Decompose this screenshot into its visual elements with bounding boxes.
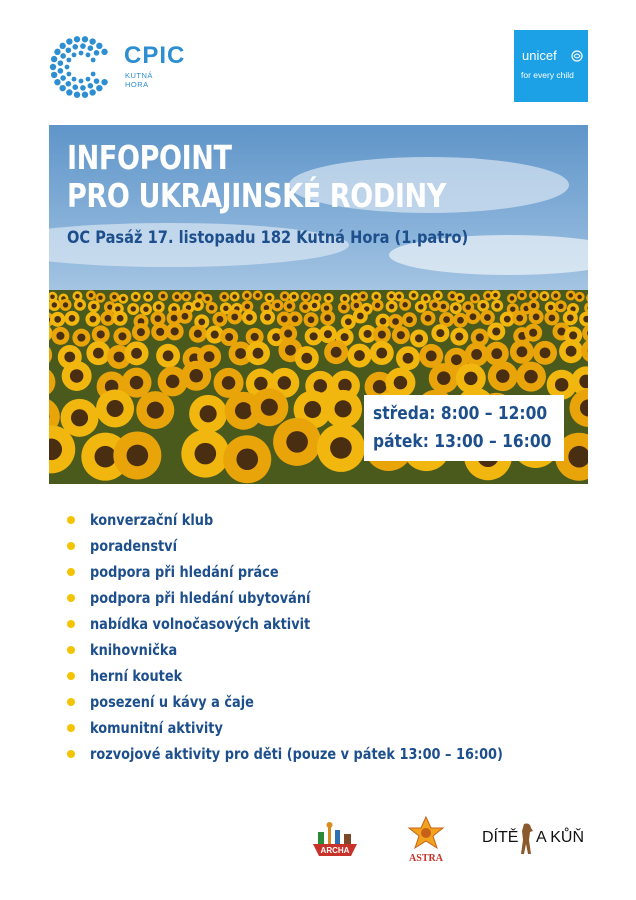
logo-dot [89, 38, 95, 44]
sunflower-center [118, 332, 126, 340]
sunflower-center [450, 294, 455, 299]
sunflower-center [343, 296, 348, 301]
sunflower-center [217, 316, 224, 323]
list-item [66, 639, 570, 665]
sunflower-center [486, 293, 491, 298]
sunflower-center [504, 316, 511, 323]
sunflower-center [286, 431, 308, 453]
sunflower-center [437, 371, 451, 385]
logo-dot [88, 83, 94, 89]
list-item-label: rozvojové aktivity pro děti (pouze v pátek 13:00 – 16:00) [90, 745, 503, 763]
bullet-icon [67, 672, 75, 680]
sunflower-center [121, 297, 126, 302]
logo-dot [66, 72, 71, 77]
sunflower-center [471, 349, 482, 360]
sunflower-center [137, 328, 145, 336]
logo-dot [58, 60, 64, 66]
sunflower-center [425, 315, 432, 322]
bullet-icon [67, 516, 75, 524]
sunflower-center [171, 327, 179, 335]
list-item [66, 665, 570, 691]
sunflower-center [531, 303, 536, 308]
logo-dot [96, 85, 102, 91]
sunflower-center [195, 443, 217, 465]
sunflower-center [275, 303, 280, 308]
list-item [66, 613, 570, 639]
archa-logo [310, 818, 360, 862]
logo-dot [66, 58, 71, 63]
sunflower-center [361, 294, 366, 299]
sunflower-center [264, 314, 271, 321]
sunflower-center [415, 334, 423, 342]
sunflower-center [255, 293, 260, 298]
sunflower-center [130, 376, 144, 390]
logo-dot [80, 85, 86, 91]
sunflower-center [418, 304, 423, 309]
archa-text: ARCHA [320, 846, 350, 855]
sunflower-center [95, 446, 117, 468]
bullet-icon [67, 594, 75, 602]
list-item [66, 535, 570, 561]
sunflower-center [232, 294, 237, 299]
sunflower-center [70, 369, 84, 383]
sunflower-center [264, 305, 269, 310]
sunflower-center [292, 295, 297, 300]
logo-dot [72, 44, 78, 50]
logo-dot [66, 81, 72, 87]
sunflower-center [426, 351, 437, 362]
sunflower-center [436, 293, 441, 298]
sunflower-center [281, 316, 288, 323]
logo-dot [60, 75, 66, 81]
sunflower-center [155, 315, 162, 322]
list-item [66, 509, 570, 535]
sunflower-center [492, 327, 500, 335]
sunflower-center [114, 352, 125, 363]
logo-dot [96, 43, 102, 49]
dite-a-kun-logo [482, 822, 592, 856]
sunflower-center [205, 296, 210, 301]
sunflower-center [554, 293, 559, 298]
logo-dot [59, 43, 65, 49]
sunflower-center [272, 333, 280, 341]
sunflower-center [235, 402, 252, 419]
sunflower-center [204, 351, 215, 362]
sunflower-center [493, 293, 498, 298]
hours-friday: pátek: 13:00 – 16:00 [373, 431, 552, 452]
sunflower-center [69, 315, 76, 322]
logo-dot [59, 85, 65, 91]
sunflower-center [50, 295, 55, 300]
sunflower-center [75, 294, 80, 299]
sunflower-center [292, 316, 299, 323]
sunflower-center [133, 295, 138, 300]
sunflower-center [222, 295, 227, 300]
sunflower-center [303, 304, 308, 309]
logo-dot [82, 36, 88, 42]
sunflower-center [364, 330, 372, 338]
logo-dot [101, 79, 107, 85]
logo-dot [66, 89, 72, 95]
logo-dot [89, 89, 95, 95]
list-item-label: knihovnička [90, 641, 178, 659]
sunflower-center [510, 306, 515, 311]
astra-text: ASTRA [409, 853, 443, 864]
logo-dot [65, 65, 70, 70]
sunflower-center [303, 295, 308, 300]
sunflower-center [105, 315, 112, 322]
list-item-label: nabídka volnočasových aktivit [90, 615, 311, 633]
sunflower-center [567, 314, 574, 321]
hero-address: OC Pasáž 17. listopadu 182 Kutná Hora (1.patro) [67, 228, 469, 248]
dite-a-kun-word1: DÍTĚ [482, 829, 519, 846]
list-item [66, 587, 570, 613]
list-item [66, 743, 570, 769]
sunflower-center [131, 306, 136, 311]
sunflower-center [330, 437, 352, 459]
sunflower-center [301, 353, 312, 364]
sunflower-center [476, 333, 484, 341]
sunflower-center [403, 353, 414, 364]
sunflower-center [312, 303, 317, 308]
sunflower-center [253, 348, 264, 359]
sunflower-center [529, 329, 537, 337]
sunflower-center [494, 303, 499, 308]
sunflower-center [236, 448, 258, 470]
sunflower-center [394, 376, 408, 390]
hero-banner [49, 125, 588, 484]
sunflower-center [194, 330, 202, 338]
cpic-subtitle [125, 71, 153, 89]
logo-dot [60, 53, 66, 59]
astra-logo [404, 815, 448, 865]
logo-dot [72, 84, 78, 90]
sunflower-center [261, 399, 278, 416]
logo-dot [58, 68, 64, 74]
logo-dot [86, 77, 91, 82]
sunflower-center [90, 316, 97, 323]
sunflower-center [470, 313, 477, 320]
sunflower-center [577, 295, 582, 300]
sunflower-center [223, 306, 228, 311]
unicef-name: unicef [522, 48, 557, 63]
sunflower-center [568, 293, 573, 298]
sunflower-center [533, 314, 540, 321]
list-item-label: posezení u kávy a čaje [90, 693, 254, 711]
sunflower-center [331, 347, 342, 358]
sunflower-center [285, 345, 296, 356]
opening-hours-box [364, 395, 564, 461]
logo-dot [88, 45, 94, 51]
sunflower-center [200, 405, 217, 422]
sunflower-center [423, 296, 428, 301]
sunflower-center [517, 346, 528, 357]
sunflower-center [524, 370, 538, 384]
sunflower-center [465, 304, 470, 309]
sunflower-center [324, 314, 331, 321]
sunflower-center [326, 296, 331, 301]
sunflower-center [89, 293, 94, 298]
cpic-subtitle-line1: KUTNÁ [125, 71, 153, 80]
bullet-icon [67, 542, 75, 550]
logo-dot [74, 36, 80, 42]
sunflower-center [175, 295, 180, 300]
sunflower-center [107, 304, 112, 309]
sunflower-center [304, 401, 321, 418]
sunflower-center [97, 330, 105, 338]
sunflower-center [222, 376, 236, 390]
logo-dot [66, 38, 72, 44]
bullet-icon [67, 750, 75, 758]
sunflower-center [245, 304, 250, 309]
logo-dot [66, 47, 72, 53]
sunflower-center [308, 316, 315, 323]
sunflower-center [225, 333, 233, 341]
dotted-circle-icon [48, 34, 114, 100]
logo-dot [94, 78, 100, 84]
sunflower-center [516, 315, 523, 322]
sunflower-center [510, 296, 515, 301]
sunflower-center [473, 296, 478, 301]
hero-title [67, 139, 446, 215]
sunflower-center [284, 330, 292, 338]
bullet-icon [67, 568, 75, 576]
sunflower-center [451, 354, 462, 365]
sunflower-center [397, 331, 405, 339]
sunflower-center [542, 294, 547, 299]
sunflower-center [278, 376, 292, 390]
logo-dot [51, 72, 57, 78]
list-item-label: podpora při hledání ubytování [90, 589, 311, 607]
sunflower-center [496, 369, 510, 383]
sunflower-center [156, 304, 161, 309]
logo-dot [94, 50, 100, 56]
sunflower-center [93, 348, 104, 359]
sunflower-center [63, 302, 68, 307]
logo-dot [101, 49, 107, 55]
cpic-subtitle-line2: HORA [125, 80, 149, 89]
sunflower-center [156, 328, 164, 336]
sunflower-center [267, 295, 272, 300]
sunflower-center [392, 318, 399, 325]
sunflower-center [555, 378, 569, 392]
sunflower-center [195, 302, 200, 307]
sunflower-center [161, 294, 166, 299]
sunflower-center [209, 305, 214, 310]
sunflower-center [117, 315, 124, 322]
sunflower-center [166, 375, 180, 389]
sunflower-center [211, 331, 219, 339]
sunflower-center [197, 294, 202, 299]
list-item-label: poradenství [90, 537, 178, 555]
sunflower-center [71, 409, 88, 426]
sunflower-center [131, 348, 142, 359]
bullet-icon [67, 724, 75, 732]
logo-dot [82, 92, 88, 98]
sunflower-center [54, 316, 61, 323]
sunflower-center [287, 303, 292, 308]
sunflower-center [77, 334, 85, 342]
sunflower-center [64, 352, 75, 363]
sunflower-center [558, 304, 563, 309]
sunflower-center [246, 314, 253, 321]
sunflower-center [389, 304, 394, 309]
bullet-icon [67, 620, 75, 628]
sunflower-center [245, 293, 250, 298]
logo-dot [51, 56, 57, 62]
sunflower-center [143, 307, 148, 312]
sunflower-center [282, 294, 287, 299]
list-item-label: herní koutek [90, 667, 183, 685]
sunflower-center [171, 315, 178, 322]
unicef-logo [514, 30, 588, 102]
hero-title-line2: PRO UKRAJINSKÉ RODINY [67, 176, 446, 215]
logo-dot [72, 77, 77, 82]
sunflower-center [569, 331, 577, 339]
sunflower-center [335, 400, 352, 417]
list-item-label: podpora při hledání práce [90, 563, 279, 581]
logo-dot [50, 64, 56, 70]
unicef-tagline: for every child [521, 70, 574, 80]
hero-title-line1: INFOPOINT [67, 138, 232, 177]
logo-dot [80, 43, 86, 49]
sunflower-center [310, 332, 318, 340]
sunflower-center [402, 302, 407, 307]
sunflower-center [163, 350, 174, 361]
sunflower-center [566, 346, 577, 357]
logo-dot [72, 52, 77, 57]
sunflower-center [112, 295, 117, 300]
services-list [66, 509, 570, 769]
logo-dot [79, 79, 84, 84]
logo-dot [86, 52, 91, 57]
sunflower-center [324, 330, 332, 338]
list-item [66, 561, 570, 587]
cpic-title: CPIC [124, 42, 186, 69]
sunflower-center [314, 379, 328, 393]
sunflower-center [77, 302, 82, 307]
sunflower-center [481, 303, 486, 308]
sunflower-center [147, 402, 164, 419]
sunflower-center [52, 302, 57, 307]
sunflower-center [357, 313, 364, 320]
sunflower-center [520, 293, 525, 298]
sunflower-center [441, 304, 446, 309]
unicef-globe-icon [571, 50, 583, 62]
sunflower-center [532, 293, 537, 298]
list-item [66, 691, 570, 717]
sunflower-center [98, 295, 103, 300]
sunflower-center [549, 315, 556, 322]
sunflower-center [443, 316, 450, 323]
list-item [66, 717, 570, 743]
sunflower-center [457, 317, 464, 324]
sunflower-center [436, 329, 444, 337]
sunflower-center [231, 314, 238, 321]
sunflower-center [378, 331, 386, 339]
sunflower-center [432, 302, 437, 307]
hours-wednesday: středa: 8:00 – 12:00 [373, 403, 548, 424]
sunflower-center [354, 350, 365, 361]
logo-dot [91, 58, 96, 63]
sunflower-center [324, 305, 329, 310]
sunflower-center [374, 294, 379, 299]
sunflower-center [397, 294, 402, 299]
sunflower-center [389, 294, 394, 299]
bullet-icon [67, 646, 75, 654]
cpic-logo [48, 34, 208, 100]
logo-dot [91, 72, 96, 77]
sunflower-center [189, 369, 203, 383]
sunflower-center [341, 333, 349, 341]
sunflower-center [235, 348, 246, 359]
dite-a-kun-word2: A KŮŇ [536, 829, 585, 846]
bullet-icon [67, 698, 75, 706]
sunflower-center [373, 380, 387, 394]
sunflower-center [198, 318, 205, 325]
sunflower-center [455, 333, 463, 341]
horse-icon [518, 822, 536, 856]
sunflower-center [464, 372, 478, 386]
sunflower-center [182, 313, 189, 320]
sunflower-center [184, 294, 189, 299]
sunflower-center [345, 318, 352, 325]
sunflower-center [548, 305, 553, 310]
list-item-label: konverzační klub [90, 511, 214, 529]
sunflower-center [540, 347, 551, 358]
sunflower-center [127, 445, 149, 467]
sunflower-center [411, 293, 416, 298]
sunflower-center [484, 314, 491, 321]
sunflower-center [453, 305, 458, 310]
logo-dot [74, 92, 80, 98]
sunflower-center [146, 294, 151, 299]
sunflower-center [380, 318, 387, 325]
sunflower-center [406, 316, 413, 323]
sunflower-center [91, 304, 96, 309]
sunflower-center [353, 295, 358, 300]
sunflower-center [375, 303, 380, 308]
sunflower-center [458, 296, 463, 301]
logo-dot [54, 79, 60, 85]
logo-dot [79, 51, 84, 56]
sunflower-center [354, 303, 359, 308]
sunflower-center [251, 333, 259, 341]
logo-dot [54, 49, 60, 55]
sunflower-center [341, 305, 346, 310]
list-item-label: komunitní aktivity [90, 719, 223, 737]
sunflower-center [254, 377, 268, 391]
sunflower-center [491, 348, 502, 359]
sunflower-center [376, 348, 387, 359]
sunflower-center [56, 332, 64, 340]
sunflower-center [107, 400, 124, 417]
